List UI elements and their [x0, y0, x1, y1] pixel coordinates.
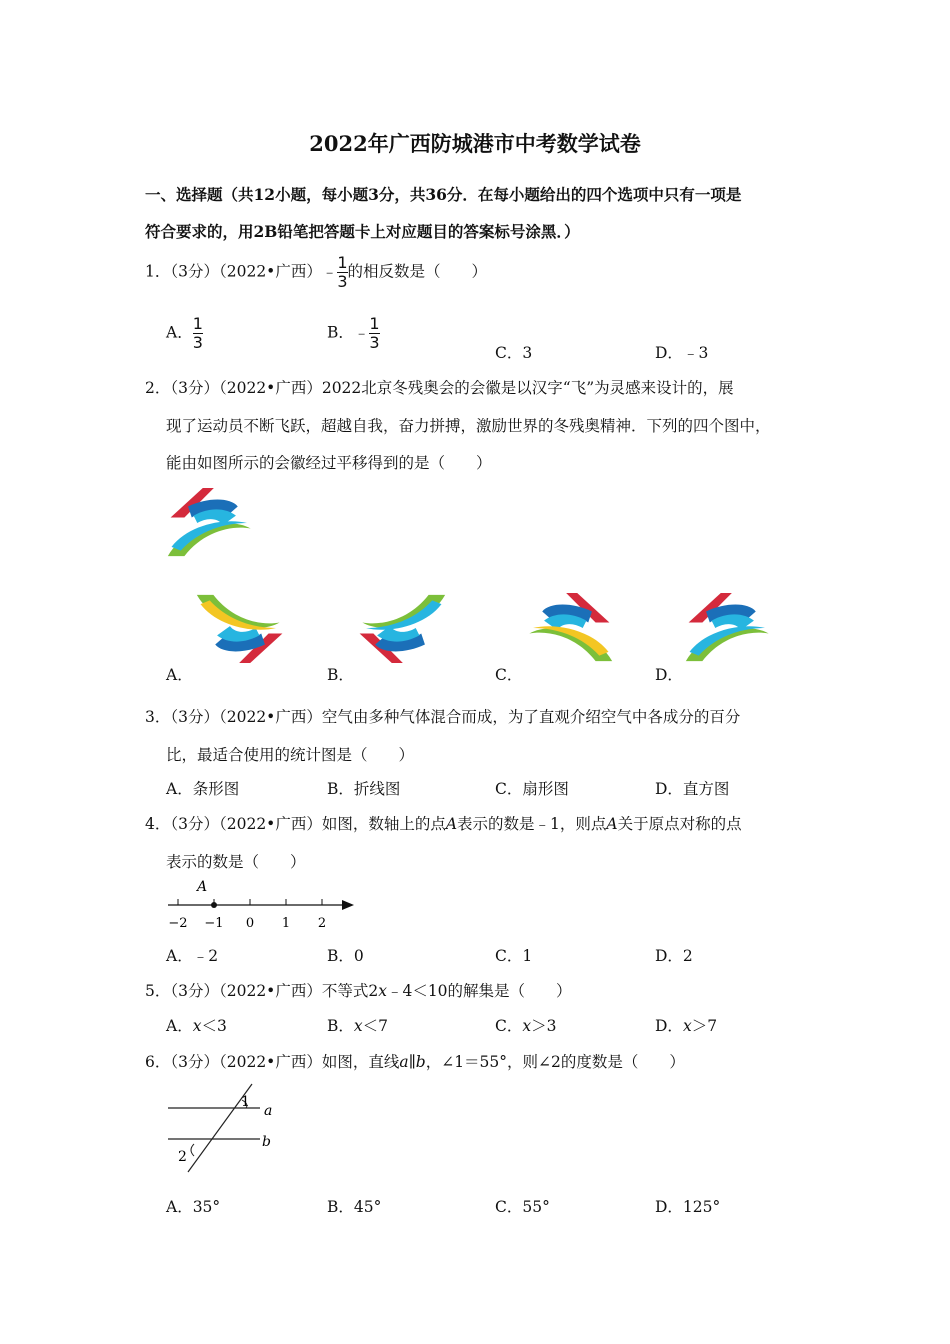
question-6	[145, 1050, 685, 1072]
fraction-denominator: 3	[337, 272, 348, 291]
fraction-numerator: 1	[337, 253, 348, 272]
option-text: ﹣3	[682, 344, 709, 362]
variable-a: A	[445, 815, 458, 833]
question-stem: ，∠1＝55°，则∠2的度数是（ ）	[425, 1053, 685, 1071]
winter-paralympics-emblem-figure	[166, 485, 258, 561]
fraction	[193, 316, 203, 351]
emblem-option-d[interactable]	[684, 590, 776, 666]
question-stem: 2022北京冬残奥会的会徽是以汉字“飞”为灵感来设计的，展	[321, 379, 734, 397]
option-d[interactable]: D．2	[655, 947, 693, 965]
option-b-label: B．	[327, 666, 354, 684]
variable-x: x	[192, 1017, 202, 1035]
fraction	[369, 316, 379, 351]
question-4-line2: 表示的数是（ ）	[166, 853, 306, 871]
option-label: D．	[655, 344, 683, 362]
question-stem: 表示的数是﹣1，则点	[457, 815, 607, 833]
variable-a: a	[399, 1053, 409, 1071]
axis-arrow-icon	[342, 900, 354, 910]
option-b[interactable]: B．0	[327, 947, 364, 965]
variable-x: x	[353, 1017, 363, 1035]
variable-b: b	[415, 1053, 426, 1071]
option-d[interactable]	[655, 1014, 717, 1036]
option-c[interactable]	[495, 341, 532, 363]
option-label: A．	[166, 323, 193, 342]
emblem-original	[168, 488, 251, 556]
option-a-label: A．	[166, 666, 193, 684]
option-label: C．	[495, 344, 523, 362]
axis-tick-label: 0	[245, 916, 255, 931]
fraction	[337, 255, 347, 290]
option-a[interactable]: A．﹣2	[166, 947, 219, 965]
line-b-label: b	[262, 1134, 271, 1150]
parallel-symbol: ∥	[408, 1053, 416, 1071]
option-d[interactable]: D．125°	[655, 1198, 721, 1216]
question-2-line2: 现了运动员不断飞跃，超越自我，奋力拼搏，激励世界的冬残奥精神．下列的四个图中，	[166, 417, 771, 435]
question-number: 3．	[145, 708, 171, 726]
option-b[interactable]	[327, 1014, 388, 1036]
emblem-option-a[interactable]	[195, 590, 287, 666]
question-number: 1．	[145, 262, 171, 281]
option-a[interactable]	[166, 1014, 227, 1036]
option-b[interactable]: B．折线图	[327, 780, 401, 798]
question-number: 2．	[145, 379, 171, 397]
question-4	[145, 812, 742, 834]
option-d[interactable]: D．直方图	[655, 780, 730, 798]
question-meta: （3分）（2022•广西）	[170, 379, 322, 397]
axis-tick-label: −1	[204, 916, 224, 931]
question-meta: （3分）（2022•广西）	[170, 708, 322, 726]
section-instructions-line1: 一、选择题（共12小题，每小题3分，共36分．在每小题给出的四个选项中只有一项是	[145, 185, 742, 204]
question-5	[145, 979, 572, 1001]
fraction-denominator: 3	[369, 333, 380, 352]
question-3-line2: 比，最适合使用的统计图是（ ）	[166, 746, 415, 764]
fraction-numerator: 1	[192, 314, 203, 333]
question-stem: ﹣4＜10的解集是（ ）	[386, 982, 572, 1000]
fraction-denominator: 3	[192, 333, 203, 352]
parallel-lines-figure	[164, 1082, 284, 1174]
option-label: B．	[327, 1017, 354, 1035]
option-text: ＜3	[201, 1017, 227, 1035]
option-text: ＞7	[691, 1017, 718, 1035]
variable-x: x	[682, 1017, 692, 1035]
option-text: 3	[522, 344, 533, 362]
option-text: ＞3	[531, 1017, 557, 1035]
option-a[interactable]: A．条形图	[166, 780, 240, 798]
question-number: 5．	[145, 982, 171, 1000]
axis-tick-label: 2	[317, 916, 327, 931]
variable-x: x	[522, 1017, 532, 1035]
question-2-line3: 能由如图所示的会徽经过平移得到的是（ ）	[166, 454, 492, 472]
variable-a: A	[606, 815, 618, 833]
angle-2-label: 2	[178, 1149, 187, 1165]
option-c[interactable]: C．扇形图	[495, 780, 569, 798]
question-meta: （3分）（2022•广西）	[170, 982, 322, 1000]
emblem-option-b[interactable]	[355, 590, 447, 666]
question-stem: 关于原点对称的点	[617, 815, 742, 833]
question-stem: 如图，数轴上的点	[321, 815, 446, 833]
section-instructions-line2: 符合要求的，用2B铅笔把答题卡上对应题目的答案标号涂黑．）	[145, 222, 580, 241]
question-2	[145, 376, 734, 398]
question-stem: 的相反数是（ ）	[347, 262, 488, 281]
option-label: B．	[327, 323, 354, 342]
question-meta: （3分）（2022•广西）	[170, 815, 322, 833]
angle-1-label: 1	[241, 1094, 250, 1110]
line-a-label: a	[264, 1103, 273, 1119]
option-label: A．	[166, 1017, 193, 1035]
option-label: C．	[495, 1017, 523, 1035]
point-a-marker	[211, 902, 217, 908]
question-stem: 空气由多种气体混合而成，为了直观介绍空气中各成分的百分	[321, 708, 741, 726]
question-meta: （3分）（2022•广西）	[170, 262, 322, 281]
option-a[interactable]: A．35°	[166, 1198, 221, 1216]
emblem-option-c[interactable]	[522, 590, 614, 666]
option-c[interactable]: C．55°	[495, 1198, 550, 1216]
option-c[interactable]	[495, 1014, 557, 1036]
option-b[interactable]: B．45°	[327, 1198, 382, 1216]
question-meta: （3分）（2022•广西）	[170, 1053, 322, 1071]
question-stem: 不等式2	[321, 982, 379, 1000]
question-number: 6．	[145, 1053, 171, 1071]
axis-tick-label: −2	[168, 916, 188, 931]
angle-2-arc	[191, 1144, 194, 1156]
axis-tick-label: 1	[281, 916, 291, 931]
option-c[interactable]: C．1	[495, 947, 533, 965]
page-title: 2022年广西防城港市中考数学试卷	[309, 131, 641, 156]
question-1	[145, 255, 487, 290]
minus-sign: ﹣	[353, 323, 370, 342]
option-a[interactable]	[166, 316, 203, 351]
question-3	[145, 705, 740, 727]
option-text: ＜7	[362, 1017, 389, 1035]
option-c-label: C．	[495, 666, 523, 684]
point-a-label: A	[196, 879, 208, 895]
minus-sign: ﹣	[321, 262, 338, 281]
option-b[interactable]	[327, 316, 380, 351]
fraction-numerator: 1	[369, 314, 380, 333]
number-line-figure	[160, 875, 360, 933]
option-label: D．	[655, 1017, 683, 1035]
option-d[interactable]	[655, 341, 708, 363]
variable-x: x	[378, 982, 387, 1000]
question-stem: 如图，直线	[321, 1053, 400, 1071]
question-number: 4．	[145, 815, 171, 833]
option-d-label: D．	[655, 666, 683, 684]
